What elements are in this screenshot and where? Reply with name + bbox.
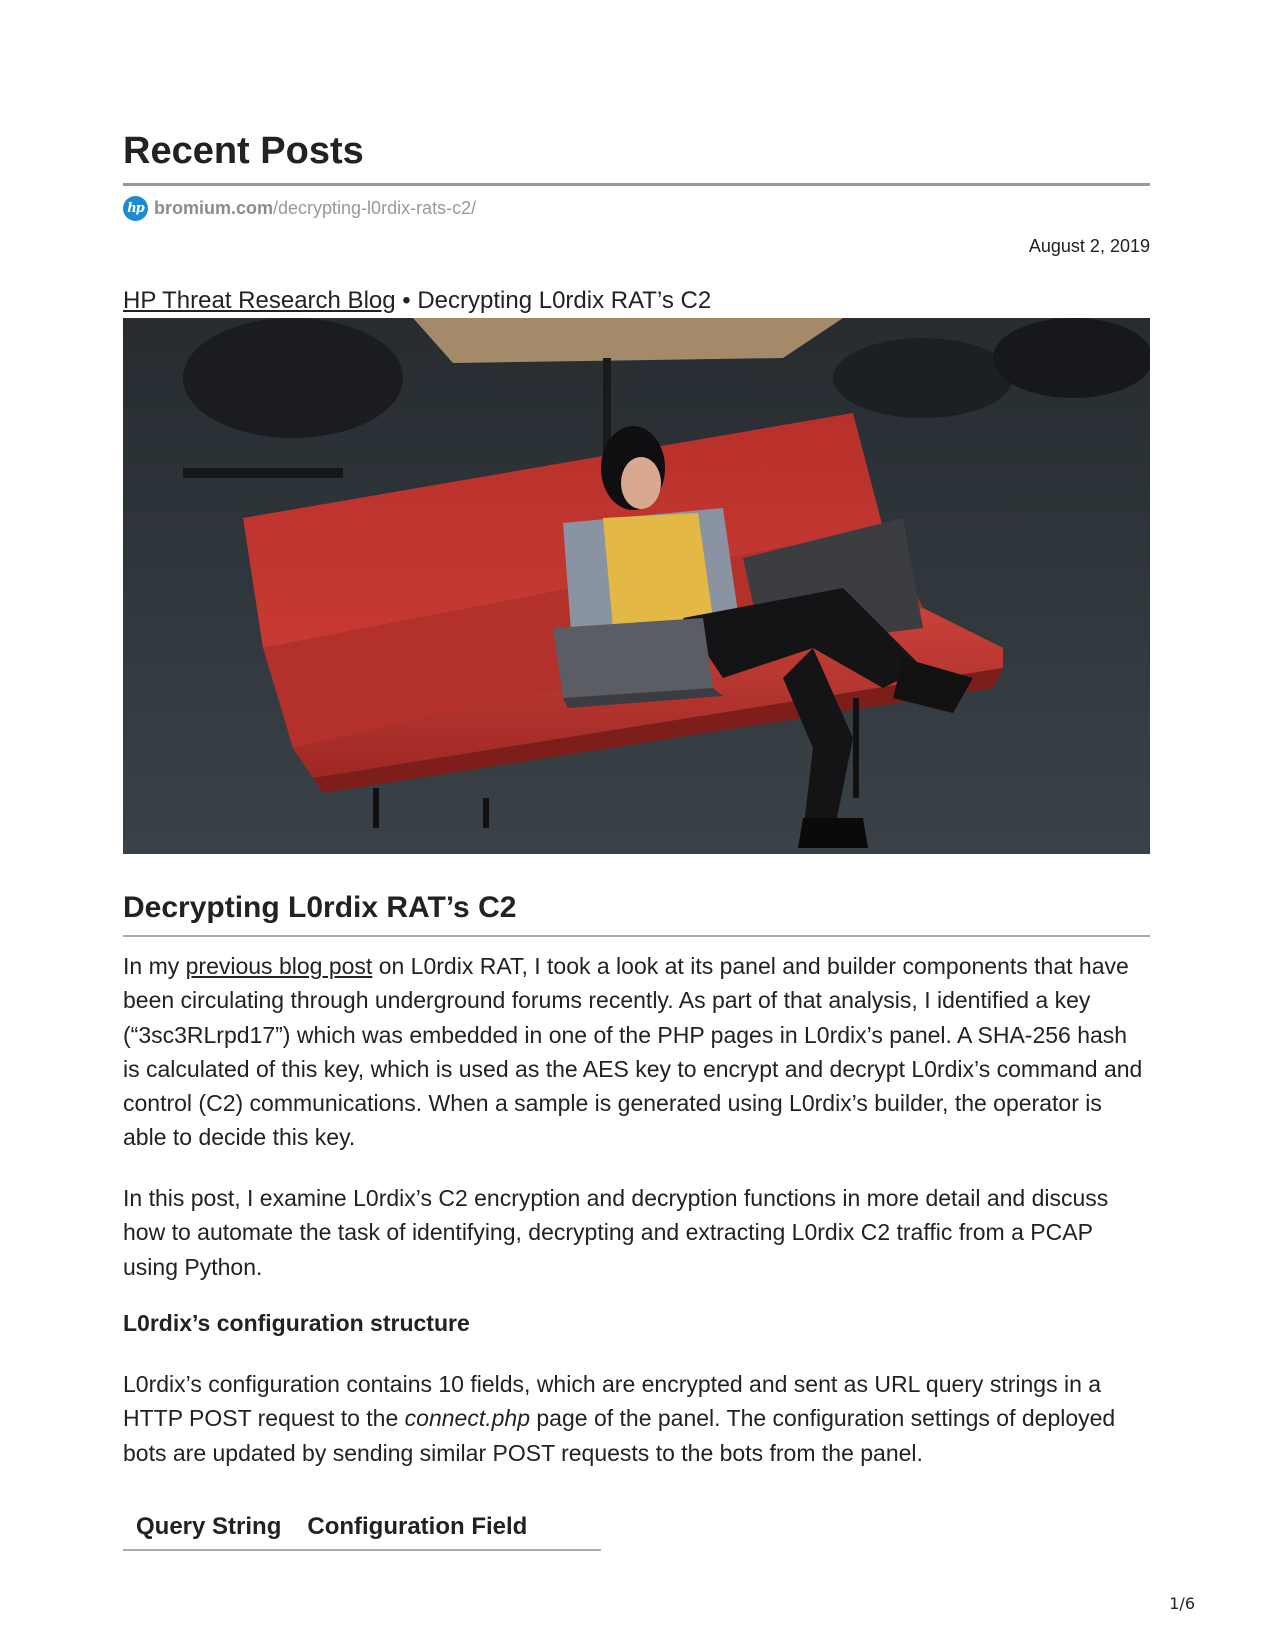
config-paragraph — [123, 1367, 1150, 1470]
recent-posts-heading: Recent Posts — [123, 130, 364, 172]
config-text-rest: page of the panel. The configuration settings of deployed bots are updated by sending similar POST requests to the bots from the panel. — [123, 1405, 1116, 1466]
hp-logo-icon: hp — [123, 196, 148, 221]
title-divider — [123, 935, 1150, 937]
article-title: Decrypting L0rdix RAT’s C2 — [123, 891, 517, 924]
blog-breadcrumb — [123, 286, 711, 316]
hero-image — [123, 318, 1150, 854]
column-header-query-string: Query String — [136, 1513, 282, 1540]
source-path: /decrypting-l0rdix-rats-c2/ — [273, 197, 477, 218]
intro-text-start: In my — [123, 953, 186, 979]
blog-link[interactable]: HP Threat Research Blog — [123, 287, 396, 314]
source-domain: bromium.com — [154, 197, 274, 218]
config-text-start: L0rdix’s configuration contains 10 fields, which are encrypted and sent as URL query strings in a HTTP POST request to the — [123, 1371, 1102, 1432]
intro-paragraph — [123, 949, 1150, 1155]
breadcrumb-post-title: • Decrypting L0rdix RAT’s C2 — [395, 287, 712, 314]
config-structure-heading: L0rdix’s configuration structure — [123, 1310, 470, 1336]
post-date: August 2, 2019 — [1028, 236, 1150, 256]
source-url[interactable] — [123, 195, 476, 221]
previous-post-link[interactable]: previous blog post — [185, 953, 373, 979]
column-header-configuration-field: Configuration Field — [307, 1513, 528, 1540]
config-table-header — [123, 1505, 601, 1551]
hero-photo-illustration — [123, 318, 1150, 854]
connect-php-emphasis: connect.php — [404, 1405, 530, 1432]
page-number: 1/6 — [1169, 1594, 1195, 1613]
heading-divider — [123, 183, 1150, 186]
intro-text-rest: on L0rdix RAT, I took a look at its panel and builder components that have been circulating through underground forums recently. As part of that analysis, I identified a key (“3sc3RLrpd17”) which was embedded in one of the PHP pages in L0rdix’s panel. A SHA-256 hash is calculated of this key, which is used as the AES key to encrypt and decrypt L0rdix’s command and control (C2) communications. When a sample is generated using L0rdix’s builder, the operator is able to decide this key. — [123, 953, 1143, 1151]
overview-paragraph: In this post, I examine L0rdix’s C2 encryption and decryption functions in more detail and discuss how to automate the task of identifying, decrypting and extracting L0rdix C2 traffic from a PCAP using Python. — [123, 1185, 1109, 1280]
